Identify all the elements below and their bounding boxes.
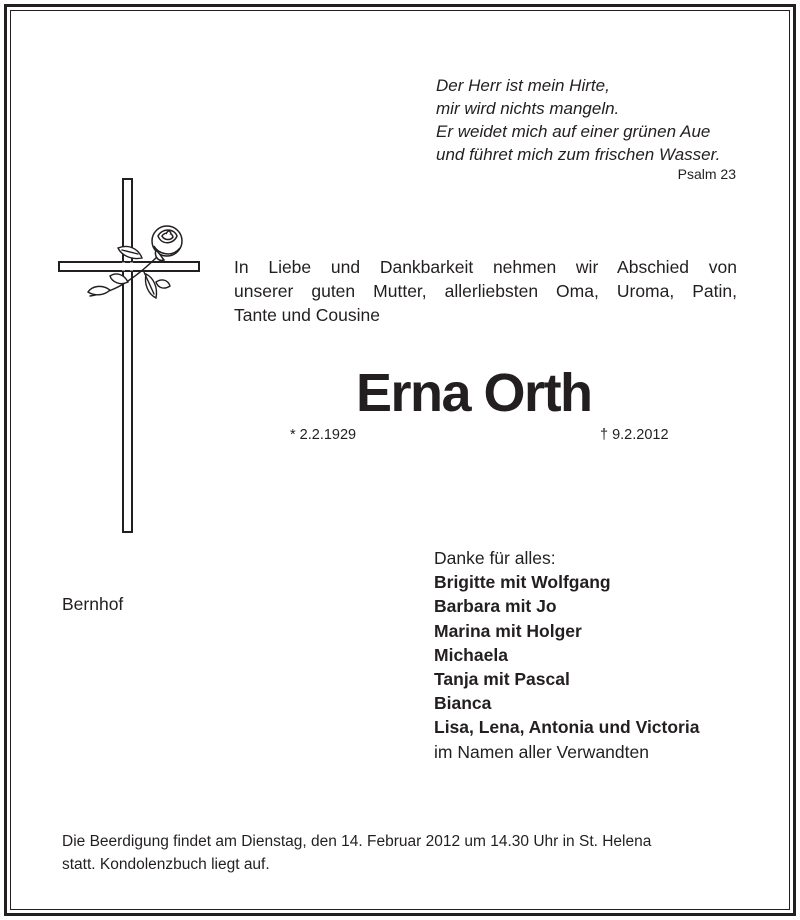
place-name: Bernhof — [62, 594, 124, 614]
psalm-reference: Psalm 23 — [677, 166, 736, 182]
intro-line: unserer guten Mutter, allerliebsten Oma, Uroma, Patin, — [234, 281, 737, 301]
mourner-name: Bianca — [434, 693, 492, 714]
intro-line: In Liebe und Dankbarkeit nehmen wir Abschied von — [234, 257, 737, 277]
psalm-line: Er weidet mich auf einer grünen Aue — [436, 122, 711, 141]
psalm-line: und führet mich zum frischen Wasser. — [436, 145, 721, 164]
mourner-name: Marina mit Holger — [434, 620, 582, 641]
funeral-notice — [62, 830, 742, 876]
footer-line: statt. Kondolenzbuch liegt auf. — [62, 856, 270, 873]
mourner-name: Brigitte mit Wolfgang — [434, 572, 611, 593]
mourner-name: Lisa, Lena, Antonia und Victoria — [434, 717, 700, 738]
intro-text — [234, 255, 737, 327]
birth-date: * 2.2.1929 — [290, 427, 357, 443]
thanks-heading: Danke für alles: — [434, 548, 556, 568]
psalm-line: Der Herr ist mein Hirte, — [436, 76, 610, 95]
intro-line: Tante und Cousine — [234, 305, 380, 325]
thanks-block — [434, 546, 754, 764]
mourner-name: Michaela — [434, 644, 508, 665]
thanks-closing: im Namen aller Verwandten — [434, 741, 649, 762]
footer-line: Die Beerdigung findet am Dienstag, den 14. Februar 2012 um 14.30 Uhr in St. Helena — [62, 833, 652, 850]
mourner-name: Barbara mit Jo — [434, 596, 557, 617]
cross-with-rose-icon — [58, 178, 200, 534]
death-date: † 9.2.2012 — [600, 427, 669, 443]
mourner-name: Tanja mit Pascal — [434, 669, 570, 690]
psalm-quote — [436, 74, 736, 166]
psalm-line: mir wird nichts mangeln. — [436, 99, 620, 118]
deceased-name: Erna Orth — [356, 363, 592, 423]
